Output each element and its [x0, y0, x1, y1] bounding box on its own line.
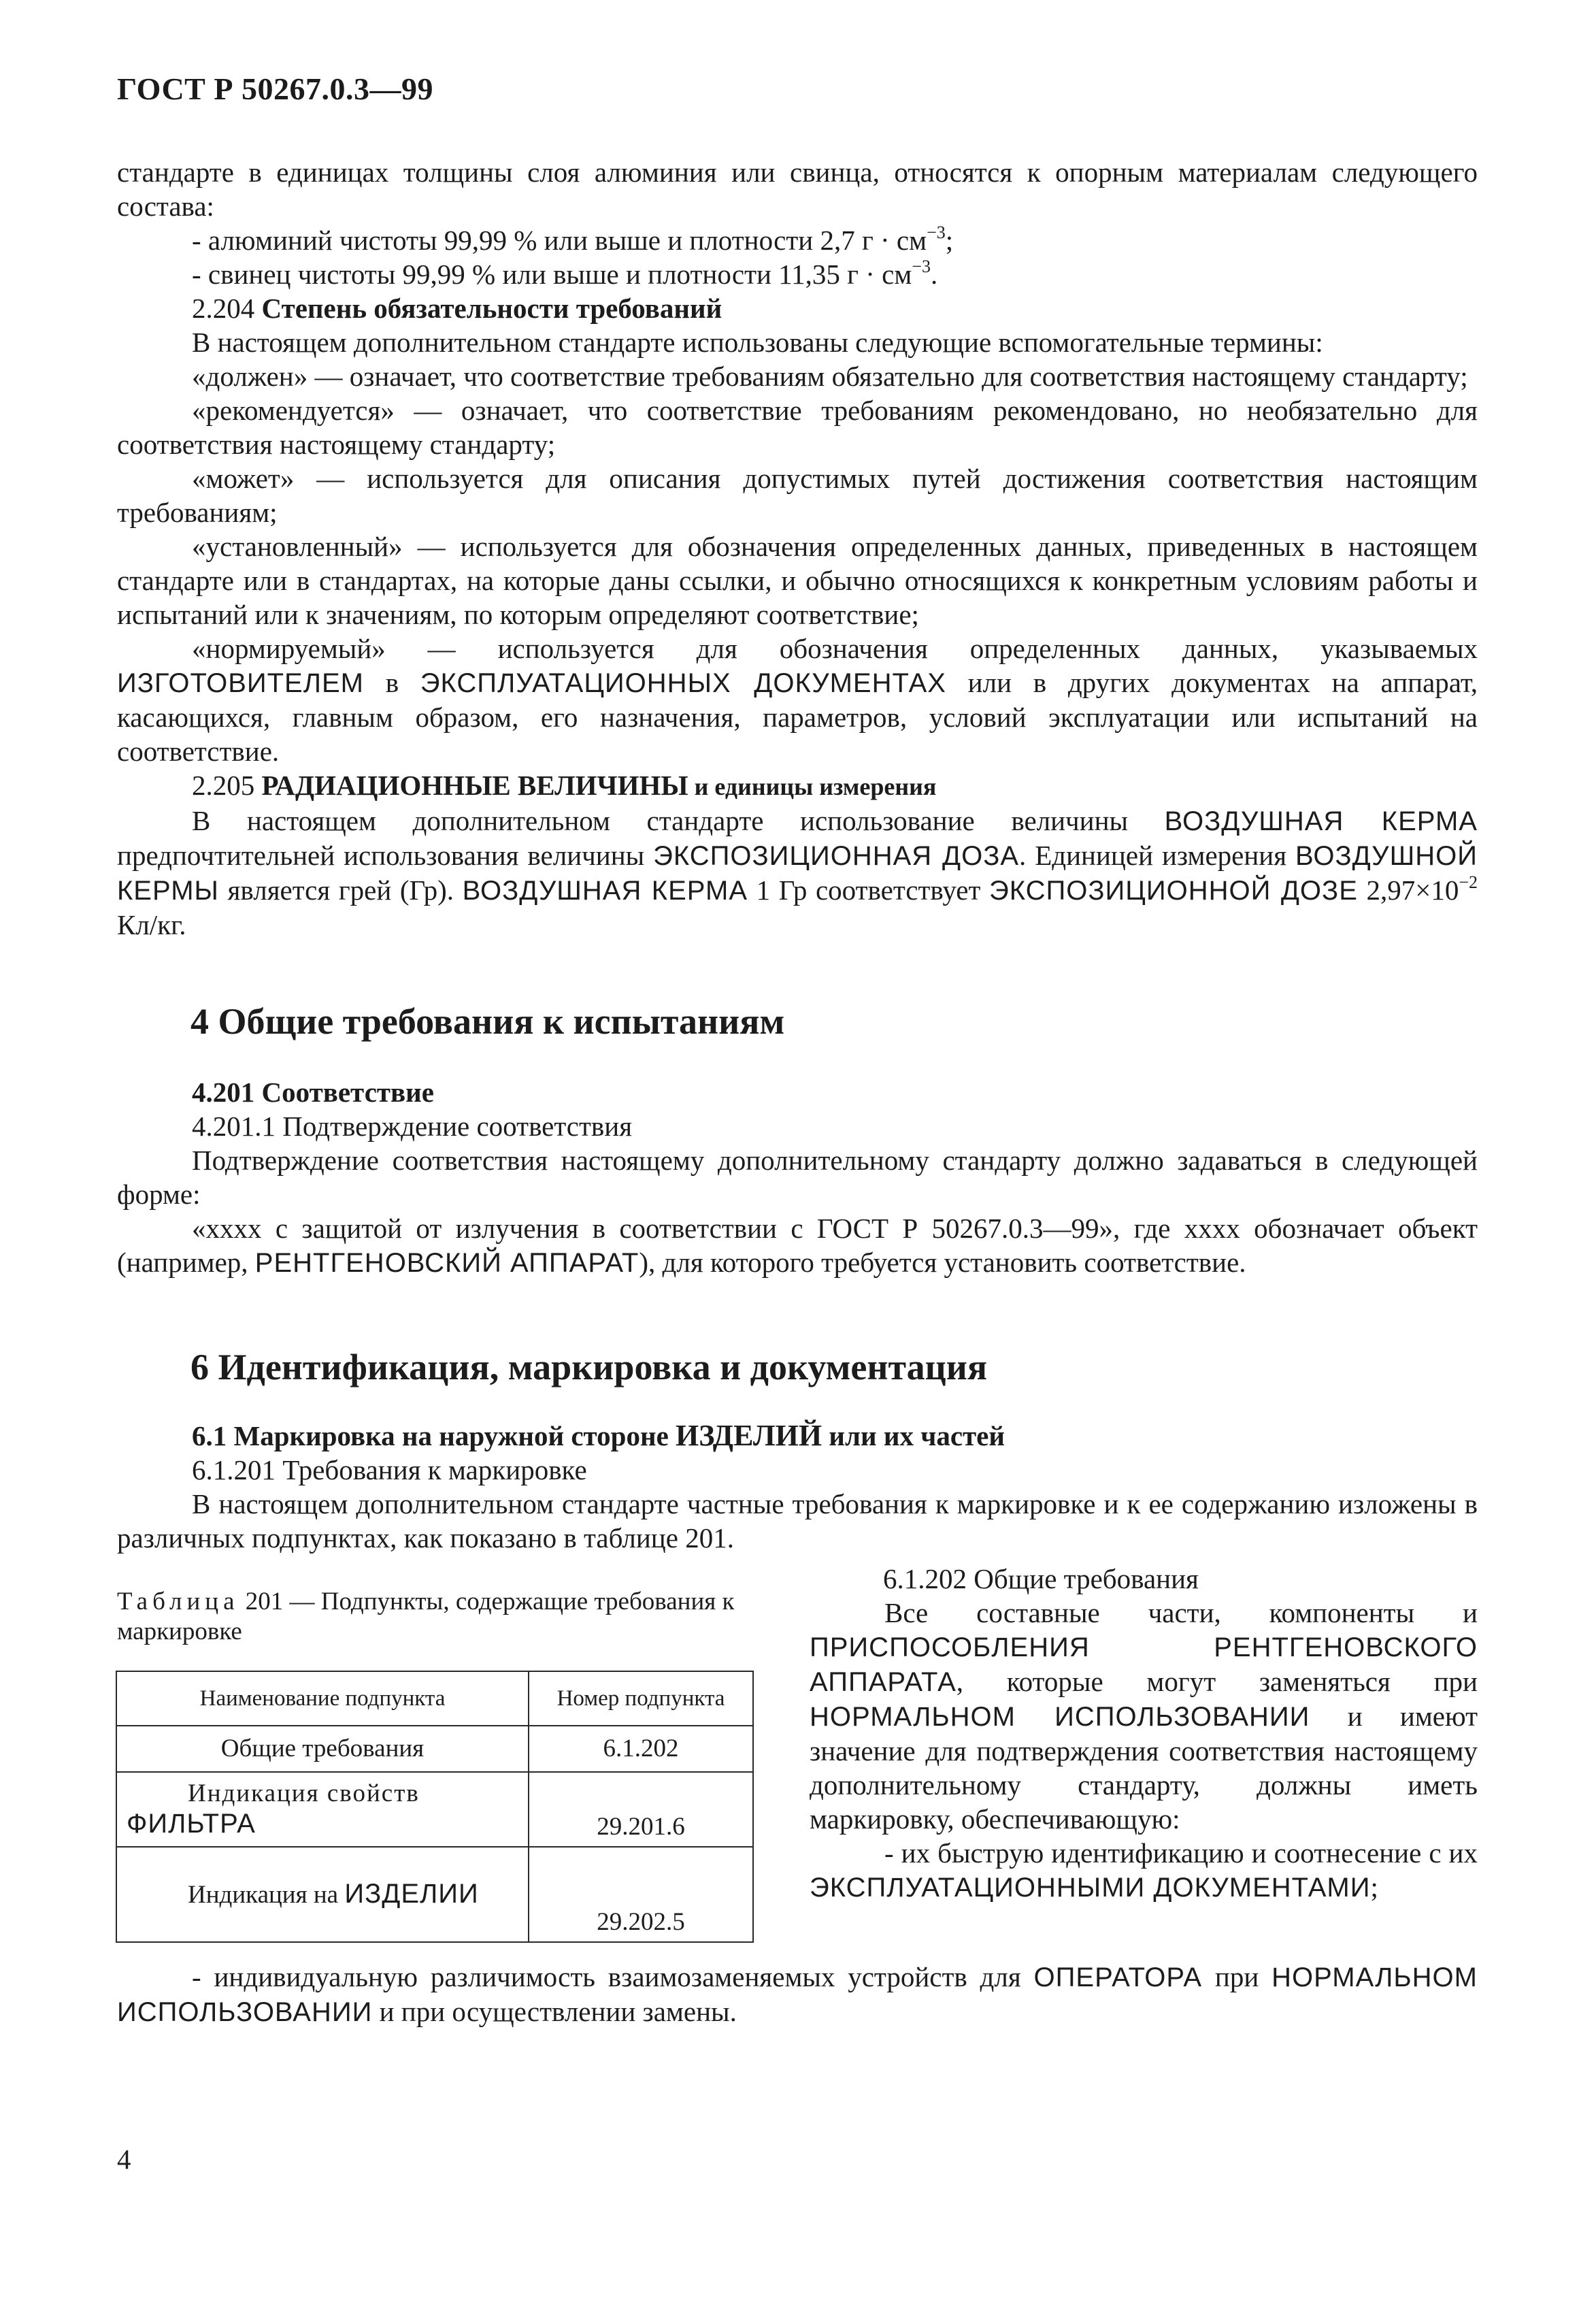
- term-mozhet: «может» — используется для описания допустимых путей достижения соответствия настоящим требованиям;: [117, 463, 1478, 528]
- intro-paragraph: стандарте в единицах толщины слоя алюминия или свинца, относятся к опорным материалам следующего состава:: [117, 157, 1478, 222]
- section-2205-heading: 2.205 РАДИАЦИОННЫЕ ВЕЛИЧИНЫ и единицы измерения: [192, 770, 937, 801]
- section-2204-paragraph: В настоящем дополнительном стандарте использованы следующие вспомогательные термины:: [192, 327, 1323, 358]
- section-61202-heading: 6.1.202 Общие требования: [883, 1563, 1199, 1594]
- section-61201-heading: 6.1.201 Требования к маркировке: [192, 1454, 587, 1485]
- term-rekomenduetsya: «рекомендуется» — означает, что соответствие требованиям рекомендовано, но необязательно для соответствия настоящему стандарту;: [117, 395, 1478, 460]
- section-4201-heading: 4.201 Соответствие: [192, 1077, 434, 1108]
- table-row: [116, 1726, 753, 1772]
- table-row: [116, 1847, 753, 1942]
- intro-block: [117, 155, 1478, 942]
- section-61202-paragraph: Все составные части, компоненты и ПРИСПОСОБЛЕНИЯ РЕНТГЕНОВСКОГО АППАРАТА, которые могут заменяться при НОРМАЛЬНОМ ИСПОЛЬЗОВАНИИ и имеют значение для подтверждения соответствия настоящему дополнительному стандарту, должны иметь маркировку, обеспечивающую:: [810, 1597, 1478, 1835]
- section-4-heading: 4 Общие требования к испытаниям: [190, 1001, 785, 1042]
- table-cell-name: Общие требования: [116, 1726, 529, 1772]
- table-cell-number: 29.202.5: [529, 1847, 753, 1942]
- document-header: ГОСТ Р 50267.0.3—99: [117, 71, 433, 106]
- table-cell-name: Индикация на ИЗДЕЛИИ: [116, 1847, 529, 1942]
- section-2205-paragraph: В настоящем дополнительном стандарте использование величины ВОЗДУШНАЯ КЕРМА предпочтительней использования величины ЭКСПОЗИЦИОННАЯ ДОЗА. Единицей измерения ВОЗДУШНОЙ КЕРМЫ является грей (Гр). ВОЗДУШНАЯ КЕРМА 1 Гр соответствует ЭКСПОЗИЦИОННОЙ ДОЗЕ $2,97\times 10^{-2}$ Кл/кг.: [117, 805, 1478, 940]
- section-61202-block: [810, 1562, 1478, 1905]
- section-61-heading: 6.1 Маркировка на наружной стороне ИЗДЕЛИЙ или их частей: [192, 1419, 1005, 1452]
- term-dolzhen: «должен» — означает, что соответствие требованиям обязательно для соответствия настоящему стандарту;: [192, 361, 1468, 392]
- table-header-name: Наименование подпункта: [116, 1671, 529, 1726]
- term-ustanovlennyi: «установленный» — используется для обозначения определенных данных, приведенных в настоящем стандарте или в стандартах, на которые даны ссылки, и обычно относящихся к конкретным условиям работы и испытаний или к значениям, по которым определяют соответствие;: [117, 531, 1478, 630]
- table-header-row: [116, 1671, 753, 1726]
- table-row: [116, 1772, 753, 1847]
- page-number: 4: [117, 2144, 131, 2175]
- section-2204-heading: 2.204 Степень обязательности требований: [192, 293, 722, 324]
- list-item-lead: - свинец чистоты 99,99 % или выше и плотности 11,35 $г \cdot см^{-3}$.: [192, 257, 938, 290]
- list-item-aluminium: - алюминий чистоты 99,99 % или выше и плотности 2,7 $г \cdot см^{-3}$;: [192, 223, 954, 256]
- table-cell-name: Индикация свойств ФИЛЬТРА: [116, 1772, 529, 1847]
- list-item-identification: - их быструю идентификацию и соотнесение с их ЭКСПЛУАТАЦИОННЫМИ ДОКУМЕНТАМИ;: [810, 1837, 1478, 1903]
- section-4-block: [117, 1075, 1478, 1280]
- section-42011-heading: 4.201.1 Подтверждение соответствия: [192, 1111, 633, 1142]
- list-item-distinguishability: - индивидуальную различимость взаимозаменяемых устройств для ОПЕРАТОРА при НОРМАЛЬНОМ ИСПОЛЬЗОВАНИИ и при осуществлении замены.: [117, 1961, 1478, 2027]
- section-4-paragraph-2: «хххх с защитой от излучения в соответствии с ГОСТ Р 50267.0.3—99», где хххх обозначает объект (например, РЕНТГЕНОВСКИЙ АППАРАТ), для которого требуется установить соответствие.: [117, 1213, 1478, 1278]
- table-201: [116, 1671, 754, 1943]
- section-61202-continuation: [117, 1960, 1478, 2029]
- term-normiruemyi: «нормируемый» — используется для обозначения определенных данных, указываемых ИЗГОТОВИТЕЛЕМ в ЭКСПЛУАТАЦИОННЫХ ДОКУМЕНТАХ или в других документах на аппарат, касающихся, главным образом, его назначения, параметров, условий эксплуатации или испытаний на соответствие.: [117, 633, 1478, 767]
- table-header-number: Номер подпункта: [529, 1671, 753, 1726]
- section-6-block: [117, 1419, 1478, 1555]
- table-cell-number: 6.1.202: [529, 1726, 753, 1772]
- table-cell-number: 29.201.6: [529, 1772, 753, 1847]
- table-caption: Таблица 201 — Подпункты, содержащие требования к маркировке: [117, 1588, 735, 1645]
- section-6-heading: 6 Идентификация, маркировка и документация: [190, 1347, 988, 1388]
- section-6-paragraph: В настоящем дополнительном стандарте частные требования к маркировке и к ее содержанию изложены в различных подпунктах, как показано в таблице 201.: [117, 1488, 1478, 1554]
- section-4-paragraph-1: Подтверждение соответствия настоящему дополнительному стандарту должно задаваться в следующей форме:: [117, 1145, 1478, 1210]
